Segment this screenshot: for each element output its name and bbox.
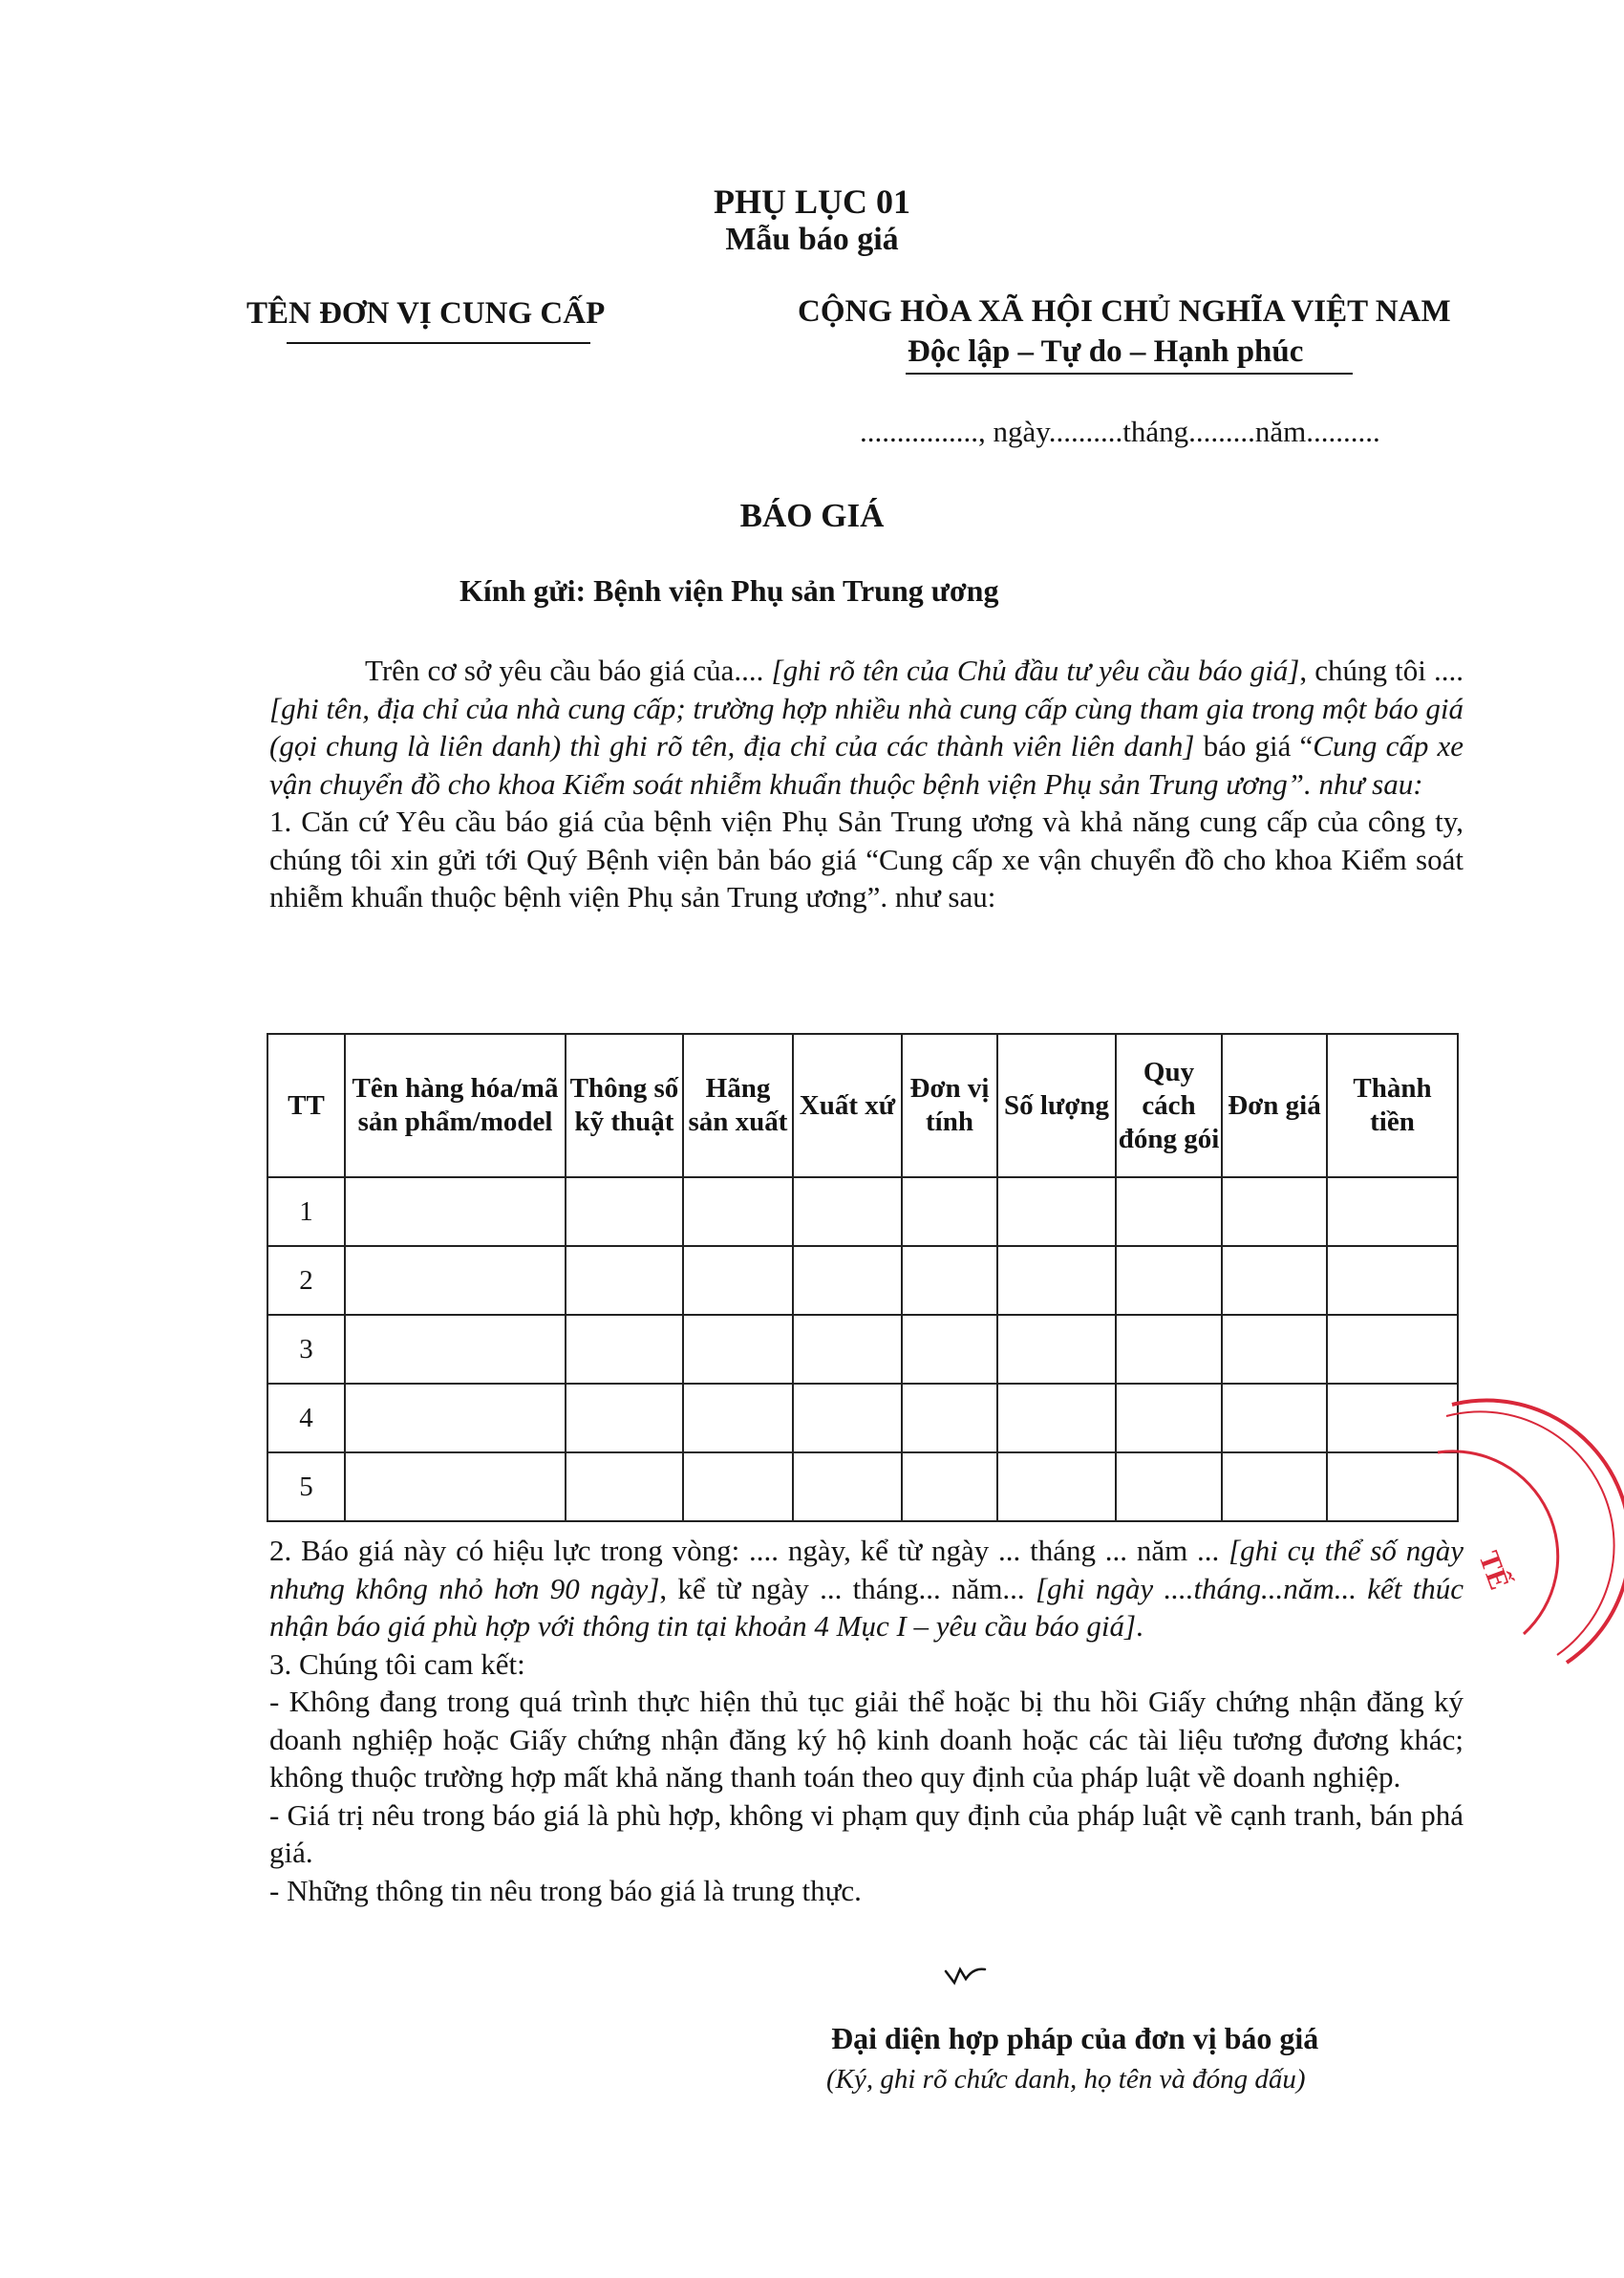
table-cell <box>902 1246 997 1315</box>
header-cell: Xuất xứ <box>793 1034 902 1177</box>
red-stamp-partial <box>1414 1395 1624 1682</box>
signature-title: Đại diện hợp pháp của đơn vị báo giá <box>831 2021 1319 2055</box>
table-cell <box>997 1177 1116 1246</box>
table-cell <box>345 1384 566 1452</box>
table-cell <box>997 1315 1116 1384</box>
table-cell <box>793 1384 902 1452</box>
table-cell <box>683 1315 793 1384</box>
supplier-name: TÊN ĐƠN VỊ CUNG CẤP <box>246 296 606 331</box>
header-cell: Quy cách đóng gói <box>1116 1034 1222 1177</box>
table-row <box>267 1384 1458 1452</box>
header-cell: Đơn giá <box>1222 1034 1327 1177</box>
table-cell <box>1116 1246 1222 1315</box>
table-cell <box>683 1452 793 1521</box>
row-number: 1 <box>267 1177 345 1246</box>
header-cell: Tên hàng hóa/mã sản phẩm/model <box>345 1034 566 1177</box>
appendix-subtitle: Mẫu báo giá <box>725 222 899 257</box>
item-2-text-a: 2. Báo giá này có hiệu lực trong vòng: .... ngày, kể từ ngày ... tháng ... năm ... <box>269 1534 1229 1567</box>
item-3-heading: 3. Chúng tôi cam kết: <box>269 1646 525 1681</box>
item-2-text-b: [ghi cụ thể số ngày nhưng không nhỏ hơn 90 ngày] <box>269 1534 1464 1605</box>
table-cell <box>345 1177 566 1246</box>
table-cell <box>1222 1246 1327 1315</box>
intro-text-b: [ghi rõ tên của Chủ đầu tư yêu cầu báo giá] <box>771 654 1300 687</box>
table-cell <box>1116 1177 1222 1246</box>
table-cell <box>997 1384 1116 1452</box>
table-cell <box>683 1177 793 1246</box>
table-cell <box>1222 1315 1327 1384</box>
table-cell <box>566 1177 683 1246</box>
table-cell <box>902 1315 997 1384</box>
table-cell <box>1327 1246 1458 1315</box>
table-cell <box>1222 1177 1327 1246</box>
table-cell <box>793 1315 902 1384</box>
header-cell: Số lượng <box>997 1034 1116 1177</box>
table-cell <box>902 1177 997 1246</box>
table-header-row <box>267 1034 1458 1177</box>
header-cell: Hãng sản xuất <box>683 1034 793 1177</box>
intro-text-a: Trên cơ sở yêu cầu báo giá của.... <box>365 654 772 687</box>
table-cell <box>345 1315 566 1384</box>
motto-underline <box>906 373 1353 375</box>
header-cell: Thành tiền <box>1327 1034 1458 1177</box>
table-cell <box>1222 1384 1327 1452</box>
quotation-table <box>267 1033 1459 1522</box>
table-cell <box>345 1246 566 1315</box>
table-cell <box>683 1384 793 1452</box>
recipient-line: Kính gửi: Bệnh viện Phụ sản Trung ương <box>459 573 999 608</box>
intro-paragraph <box>269 652 1464 916</box>
intro-text-e: báo giá “ <box>1194 729 1314 763</box>
national-title: CỘNG HÒA XÃ HỘI CHỦ NGHĨA VIỆT NAM <box>798 294 1451 329</box>
table-row <box>267 1177 1458 1246</box>
row-number: 5 <box>267 1452 345 1521</box>
table-cell <box>902 1452 997 1521</box>
appendix-title: PHỤ LỤC 01 <box>714 183 910 221</box>
table-cell <box>902 1384 997 1452</box>
place-date-line: ................, ngày..........tháng.........năm.......... <box>860 415 1380 448</box>
table-cell <box>1222 1452 1327 1521</box>
signature-instruction: (Ký, ghi rõ chức danh, họ tên và đóng dấu) <box>826 2064 1306 2095</box>
row-number: 3 <box>267 1315 345 1384</box>
commitment-point: - Giá trị nêu trong báo giá là phù hợp, không vi phạm quy định của pháp luật về cạnh tranh, bán phá giá. <box>269 1797 1464 1869</box>
table-cell <box>345 1452 566 1521</box>
table-cell <box>566 1315 683 1384</box>
item-2-text-c: , kể từ ngày ... tháng... năm... <box>659 1571 1036 1605</box>
stamp-text: TẾ <box>1472 1547 1516 1595</box>
item-1-text: 1. Căn cứ Yêu cầu báo giá của bệnh viện Phụ Sản Trung ương và khả năng cung cấp của công ty, chúng tôi xin gửi tới Quý Bệnh viện bản báo giá “Cung cấp xe vận chuyển đồ cho khoa Kiểm soát nhiễm khuẩn thuộc bệnh viện Phụ sản Trung ương”. như sau: <box>269 805 1464 913</box>
handwritten-initials <box>943 1964 989 1987</box>
table-cell <box>1327 1177 1458 1246</box>
table-row <box>267 1315 1458 1384</box>
commitment-point: - Những thông tin nêu trong báo giá là trung thực. <box>269 1873 862 1907</box>
commitment-point: - Không đang trong quá trình thực hiện thủ tục giải thể hoặc bị thu hồi Giấy chứng nhận đăng ký doanh nghiệp hoặc Giấy chứng nhận đăng ký hộ kinh doanh hoặc các tài liệu tương đương khác; không thuộc trường hợp mất khả năng thanh toán theo quy định của pháp luật về doanh nghiệp. <box>269 1685 1464 1794</box>
table-cell <box>997 1246 1116 1315</box>
table-row <box>267 1246 1458 1315</box>
intro-text-d: [ghi tên, địa chỉ của nhà cung cấp; trường hợp nhiều nhà cung cấp cùng tham gia trong một báo giá (gọi chung là liên danh) thì ghi rõ tên, địa chỉ của các thành viên liên danh] <box>269 691 1464 763</box>
header-cell: Thông số kỹ thuật <box>566 1034 683 1177</box>
intro-text-c: , chúng tôi .... <box>1299 654 1464 687</box>
table-cell <box>683 1246 793 1315</box>
commitments-section <box>269 1532 1464 1909</box>
supplier-underline <box>287 342 590 344</box>
table-cell <box>1327 1315 1458 1384</box>
table-cell <box>566 1246 683 1315</box>
table-cell <box>793 1246 902 1315</box>
table-cell <box>793 1177 902 1246</box>
item-2-text-e: . <box>1136 1609 1143 1643</box>
table-cell <box>1116 1384 1222 1452</box>
item-2-text-d: [ghi ngày ....tháng...năm... kết thúc nhận báo giá phù hợp với thông tin tại khoản 4 Mục I – yêu cầu báo giá] <box>269 1571 1464 1643</box>
row-number: 2 <box>267 1246 345 1315</box>
header-cell: TT <box>267 1034 345 1177</box>
table-cell <box>566 1384 683 1452</box>
intro-text-f: Cung cấp xe vận chuyển đồ cho khoa Kiểm soát nhiễm khuẩn thuộc bệnh viện Phụ sản Trung ương”. như sau: <box>269 729 1464 801</box>
item-2-text <box>269 1532 1464 1645</box>
table-cell <box>997 1452 1116 1521</box>
table-cell <box>793 1452 902 1521</box>
table-cell <box>566 1452 683 1521</box>
document-title: BÁO GIÁ <box>739 497 885 534</box>
table-cell <box>1116 1315 1222 1384</box>
row-number: 4 <box>267 1384 345 1452</box>
national-motto: Độc lập – Tự do – Hạnh phúc <box>908 334 1304 369</box>
table-row <box>267 1452 1458 1521</box>
table-cell <box>1116 1452 1222 1521</box>
header-cell: Đơn vị tính <box>902 1034 997 1177</box>
